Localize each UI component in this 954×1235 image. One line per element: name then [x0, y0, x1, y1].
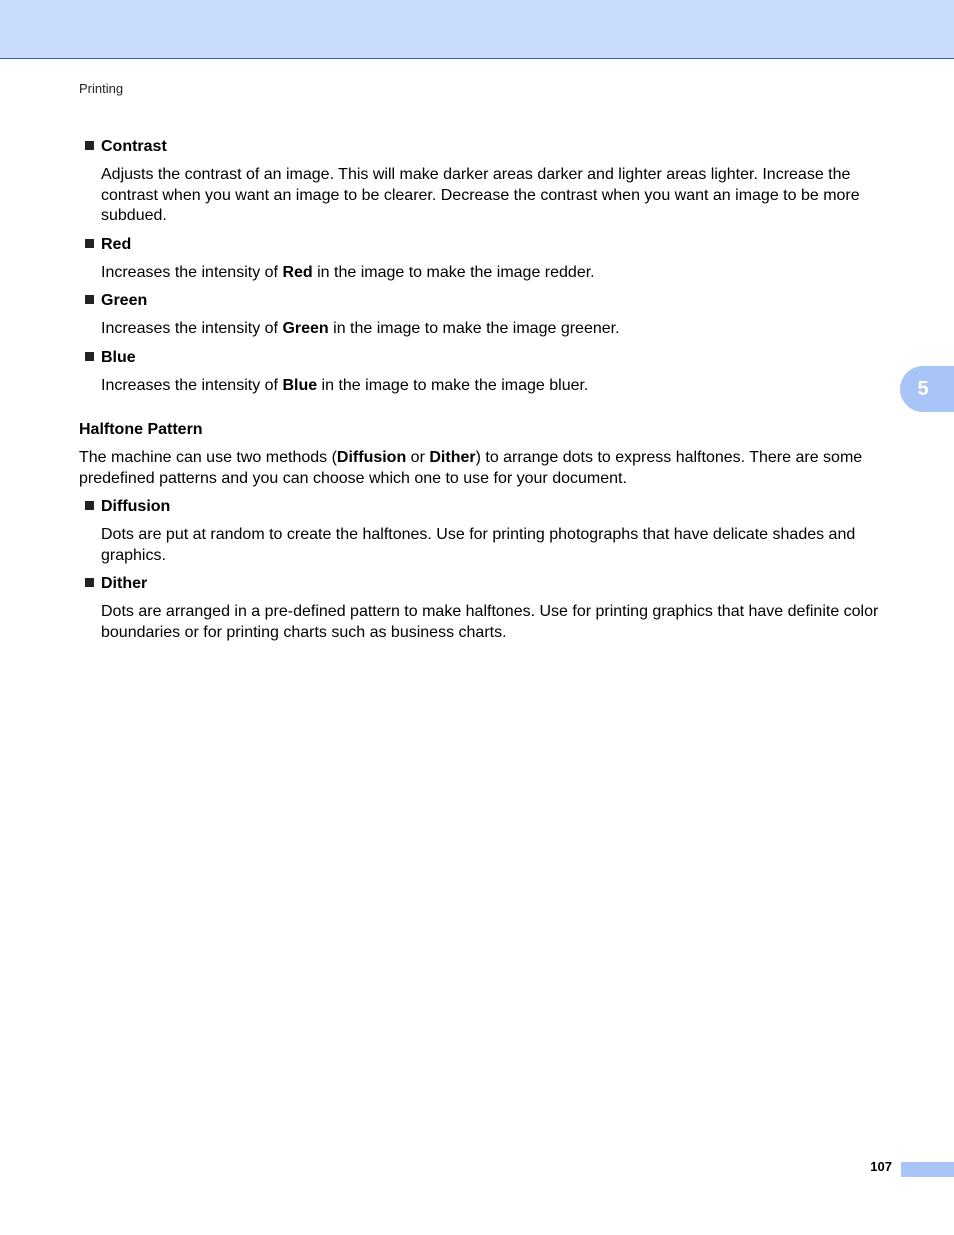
chapter-number: 5 — [917, 377, 929, 400]
item-body-diffusion: Dots are put at random to create the halftones. Use for printing photographs that have delicate shades and graphics. — [101, 526, 856, 564]
square-bullet-icon — [85, 239, 94, 248]
square-bullet-icon — [85, 352, 94, 361]
item-title-contrast: Contrast — [79, 137, 891, 157]
item-body-blue: Increases the intensity of Blue in the image to make the image bluer. — [101, 376, 589, 394]
item-body-dither: Dots are arranged in a pre-defined pattern to make halftones. Use for printing graphics that have definite color boundaries or for printing charts such as business charts. — [101, 603, 879, 641]
section-intro-halftone: The machine can use two methods (Diffusion or Dither) to arrange dots to express halftones. There are some predefined patterns and you can choose which one to use for your document. — [79, 449, 863, 487]
item-title-red: Red — [79, 235, 891, 255]
chapter-tab — [900, 366, 954, 412]
item-title-diffusion: Diffusion — [79, 497, 891, 517]
item-body-contrast: Adjusts the contrast of an image. This will make darker areas darker and lighter areas lighter. Increase the contrast when you want an image to be clearer. Decrease the contrast when you want an image to be more subdued. — [101, 166, 860, 224]
item-title-green: Green — [79, 291, 891, 311]
square-bullet-icon — [85, 578, 94, 587]
header-band — [0, 0, 954, 59]
square-bullet-icon — [85, 295, 94, 304]
square-bullet-icon — [85, 501, 94, 510]
section-heading-halftone: Halftone Pattern — [79, 421, 203, 438]
item-title-dither: Dither — [79, 574, 891, 594]
breadcrumb: Printing — [79, 81, 124, 96]
page-number: 107 — [870, 1159, 892, 1174]
square-bullet-icon — [85, 141, 94, 150]
page-content — [79, 137, 891, 643]
item-body-red: Increases the intensity of Red in the image to make the image redder. — [101, 263, 595, 281]
item-body-green: Increases the intensity of Green in the image to make the image greener. — [101, 320, 620, 337]
footer-bar — [901, 1162, 954, 1177]
item-title-blue: Blue — [79, 348, 891, 368]
